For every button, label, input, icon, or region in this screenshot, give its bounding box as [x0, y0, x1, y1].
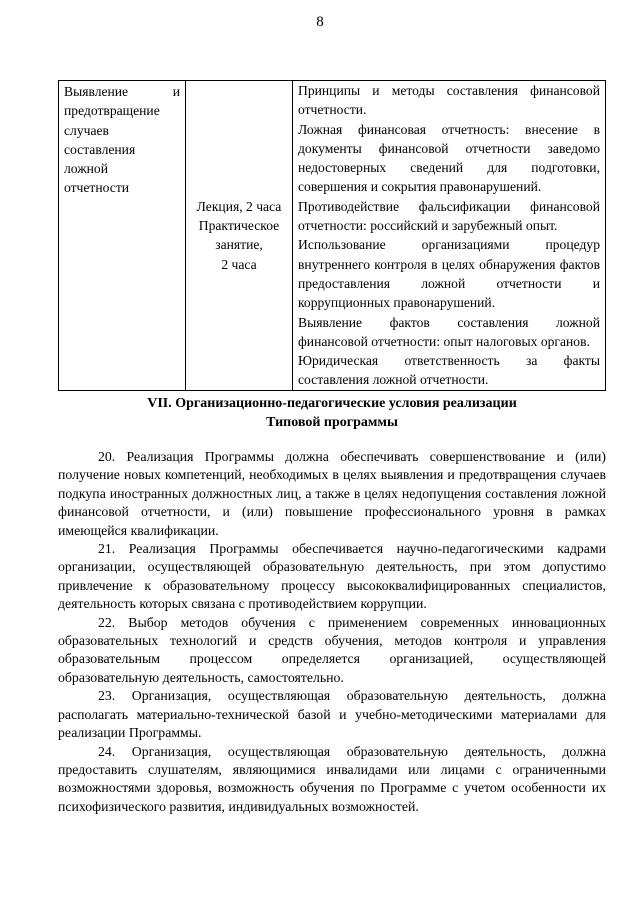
- lesson-form-line: занятие,: [215, 237, 263, 253]
- paragraph: 23. Организация, осуществляющая образовательную деятельность, должна располагать материально-технической базой и учебно-методическими материалами для реализации Программы.: [58, 688, 606, 741]
- table-row: [59, 81, 606, 391]
- section-title-line: Типовой программы: [266, 415, 398, 430]
- lesson-form-cell: [186, 81, 293, 391]
- content-item: Выявление фактов составления ложной финансовой отчетности: опыт налоговых органов.: [298, 314, 600, 349]
- topic-line: случаев: [64, 122, 109, 138]
- page-number: 8: [316, 14, 324, 30]
- content-cell: [293, 81, 606, 391]
- content-item: Противодействие фальсификации финансовой отчетности: российский и зарубежный опыт.: [298, 198, 600, 234]
- lesson-form-line: 2 часа: [221, 256, 257, 272]
- content-item: Использование организациями процедур внутреннего контроля в целях обнаружения фактов предоставления ложной отчетности и коррупционных правонарушений.: [298, 237, 600, 311]
- lesson-form-line: Практическое: [198, 218, 280, 234]
- body-text: [58, 448, 606, 816]
- topic-line: составления: [64, 141, 136, 157]
- paragraph: 24. Организация, осуществляющая образовательную деятельность, должна предоставить слушателям, являющимися инвалидами или лицами с ограниченными возможностями здоровья, возможность обучения по Программе с учетом особенности их психофизического развития, индивидуальных возможностей.: [58, 743, 606, 814]
- topic-cell: [59, 81, 186, 391]
- paragraph: 21. Реализация Программы обеспечивается научно-педагогическими кадрами организации, осуществляющей образовательную деятельность, при этом допустимо привлечение к образовательному процессу высококвалифицированных специалистов, деятельность которых связана с противодействием коррупции.: [58, 541, 606, 612]
- content-item: Принципы и методы составления финансовой отчетности.: [298, 83, 600, 118]
- topic-line: Выявление и: [64, 84, 180, 99]
- section-heading: [58, 394, 606, 432]
- content-item: Юридическая ответственность за факты составления ложной отчетности.: [298, 353, 600, 388]
- paragraph: 20. Реализация Программы должна обеспечивать совершенствование и (или) получение новых компетенций, необходимых в целях выявления и предотвращения случаев подкупа иностранных должностных лиц, а также в целях недопущения составления ложной финансовой отчетности, и (или) повышение профессионального уровня в рамках имеющейся квалификации.: [58, 449, 606, 538]
- paragraph: 22. Выбор методов обучения с применением современных инновационных образовательных технологий и средств обучения, методов контроля и управления образовательным процессом определяется организацией, осуществляющей образовательную деятельность, самостоятельно.: [58, 614, 606, 685]
- topic-line: ложной: [64, 161, 108, 177]
- topic-line: отчетности: [64, 180, 130, 196]
- content-item: Ложная финансовая отчетность: внесение в документы финансовой отчетности заведомо недостоверных сведений для подготовки, совершения и сокрытия правонарушений.: [298, 121, 600, 195]
- section-title-line: VII. Организационно-педагогические условия реализации: [147, 396, 517, 411]
- lesson-form-line: Лекция, 2 часа: [196, 198, 282, 214]
- curriculum-table: [58, 80, 606, 391]
- topic-line: предотвращение: [64, 103, 160, 119]
